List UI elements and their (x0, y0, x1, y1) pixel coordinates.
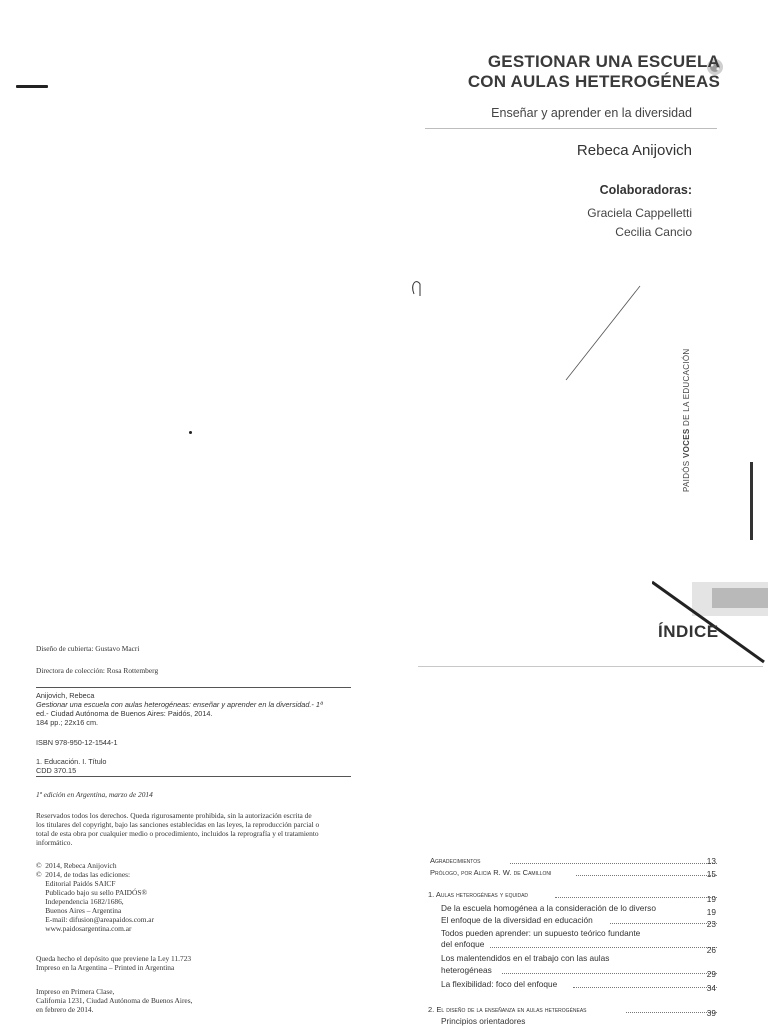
toc-page: 39 (706, 1008, 716, 1018)
toc-chapter (428, 889, 528, 900)
catalog-cdd: CDD 370.15 (36, 766, 77, 775)
toc-page: 26 (706, 945, 716, 955)
index-heading: ÍNDICE (658, 622, 719, 641)
catalog-title-text: Gestionar una escuela con aulas heterogéneas: enseñar y aprender en la diversidad.- 1ª (36, 700, 323, 709)
index-divider (418, 666, 763, 667)
scan-dot (189, 431, 192, 434)
book-title-line-2: CON AULAS HETEROGÉNEAS (467, 72, 720, 91)
toc-entry: La flexibilidad: foco del enfoque (441, 979, 558, 989)
catalog-bottom-rule (36, 776, 351, 777)
toc-chapter (428, 1004, 587, 1015)
collaborator-name: Cecilia Cancio (615, 225, 692, 239)
catalog-top-rule (36, 687, 351, 688)
series-spine-label (682, 348, 698, 492)
title-divider (425, 128, 717, 129)
toc-entry: del enfoque (441, 939, 485, 949)
rights-line: informático. (36, 838, 73, 847)
series-suffix: DE LA EDUCACIÓN (682, 348, 691, 429)
deposit-line: Queda hecho el depósito que previene la Ley 11.723 (36, 954, 192, 963)
catalog-pages: 184 pp.; 22x16 cm. (36, 718, 99, 727)
toc-leader (510, 863, 717, 864)
toc-entry-text: 2. El diseño de la enseñanza en aulas heterogéneas (428, 1005, 587, 1014)
toc-page: 15 (706, 869, 716, 879)
toc-entry-text: Prólogo, por Alicia R. W. de Camilloni (430, 868, 552, 877)
copyright-line: E-mail: difusion@areapaidos.com.ar (36, 915, 155, 924)
rights-line: total de esta obra por cualquier medio o procedimiento, incluidos la reprografía y el tratamiento (36, 829, 319, 838)
copyright-line: © 2014, Rebeca Anijovich (36, 861, 117, 870)
rights-line: Reservados todos los derechos. Queda rigurosamente prohibida, sin la autorización escrita de (36, 811, 312, 820)
collaborator-name: Graciela Cappelletti (587, 206, 692, 220)
book-title-line-1: GESTIONAR UNA ESCUELA (487, 52, 720, 71)
book-title (468, 52, 720, 92)
toc-page: 19 (706, 894, 716, 904)
handwritten-mark-top-left (16, 85, 48, 88)
catalog-edition: ed.- Ciudad Autónoma de Buenos Aires: Paidós, 2014. (36, 709, 213, 718)
catalog-author: Anijovich, Rebeca (36, 691, 95, 700)
series-bold: VOCES (682, 428, 691, 459)
toc-page: 23 (706, 919, 716, 929)
copyright-line: Editorial Paidós SAICF (36, 879, 116, 888)
rights-line: los titulares del copyright, bajo las sanciones establecidas en las leyes, la reproducción parcial o (36, 820, 320, 829)
toc-entry (430, 867, 551, 878)
index-header-graphic (652, 578, 768, 664)
catalog-isbn: ISBN 978-950-12-1544-1 (36, 738, 118, 747)
toc-entry: El enfoque de la diversidad en educación (441, 915, 593, 925)
copyright-line: Buenos Aires – Argentina (36, 906, 122, 915)
toc-leader (502, 973, 717, 974)
toc-entry: Principios orientadores (441, 1016, 526, 1026)
first-edition: 1ª edición en Argentina, marzo de 2014 (36, 790, 153, 799)
catalog-subject: 1. Educación. I. Título (36, 757, 107, 766)
scan-pencil-marks (400, 270, 660, 400)
copyright-line: © 2014, de todas las ediciones: (36, 870, 131, 879)
toc-entry: De la escuela homogénea a la consideración de lo diverso (441, 903, 656, 913)
toc-page: 19 (706, 907, 716, 917)
toc-entry-text: Agradecimientos (430, 856, 481, 865)
collection-director: Directora de colección: Rosa Rottemberg (36, 666, 159, 675)
toc-entry: Todos pueden aprender: un supuesto teórico fundante (441, 928, 641, 938)
toc-entry (430, 855, 480, 866)
series-prefix: PAIDÓS (682, 458, 691, 492)
toc-leader (490, 947, 717, 948)
printing-line: California 1231, Ciudad Autónoma de Buenos Aires, (36, 996, 193, 1005)
cover-design-credit: Diseño de cubierta: Gustavo Macri (36, 644, 140, 653)
toc-entry-text: 1. Aulas heterogéneas y equidad (428, 890, 529, 899)
collaborators-label: Colaboradoras: (599, 183, 692, 197)
toc-entry: heterogéneas (441, 965, 492, 975)
page-edge-line (750, 462, 753, 540)
toc-page: 29 (706, 969, 716, 979)
printing-line: en febrero de 2014. (36, 1005, 94, 1014)
printing-line: Impreso en Primera Clase, (36, 987, 115, 996)
toc-page: 34 (706, 983, 716, 993)
copyright-line: www.paidosargentina.com.ar (36, 924, 132, 933)
book-author: Rebeca Anijovich (576, 142, 692, 159)
copyright-line: Independencia 1682/1686, (36, 897, 124, 906)
toc-entry: Los malentendidos en el trabajo con las aulas (441, 953, 610, 963)
copyright-line: Publicado bajo su sello PAIDÓS® (36, 888, 148, 897)
deposit-line: Impreso en la Argentina – Printed in Argentina (36, 963, 175, 972)
toc-page: 13 (706, 856, 716, 866)
book-subtitle: Enseñar y aprender en la diversidad (491, 106, 692, 120)
